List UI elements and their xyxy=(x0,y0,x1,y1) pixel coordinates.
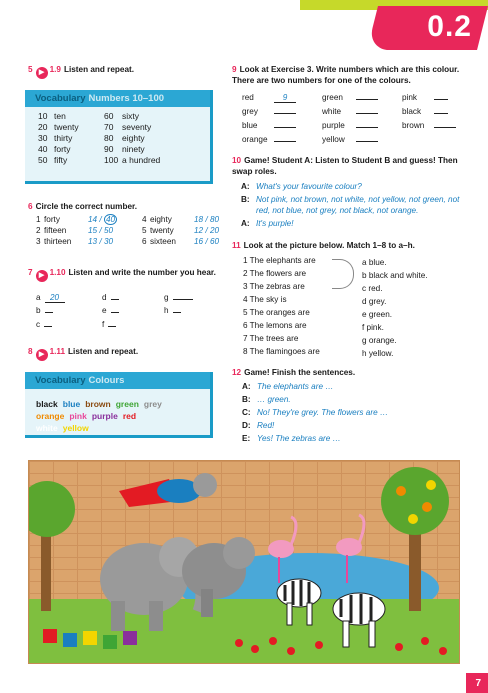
colour-name: yellow xyxy=(322,135,345,144)
exercise-5-heading xyxy=(28,64,134,79)
exercise-7-item xyxy=(36,306,53,315)
sentence-start: 5 The oranges are xyxy=(243,308,310,317)
vocab-number: 20 xyxy=(38,122,48,132)
vocab-word: ninety xyxy=(122,144,145,154)
exercise-10-dialogue xyxy=(241,181,467,231)
vocab-item xyxy=(38,111,104,121)
vocab-word: fifty xyxy=(54,155,68,165)
speaker: A: xyxy=(242,382,251,391)
tree-right xyxy=(381,467,449,611)
vocabulary-header: Vocabulary Colours xyxy=(25,372,210,389)
audio-icon[interactable]: ▶ xyxy=(36,67,48,79)
exercise-11-heading: 11 Look at the picture below. Match 1–8 to a–h. xyxy=(232,241,415,250)
item-word: forty xyxy=(44,215,60,224)
item-number: 4 xyxy=(142,215,147,224)
colour-word: yellow xyxy=(62,423,89,433)
vocab-word: sixty xyxy=(122,111,139,121)
exercise-9-item xyxy=(402,107,448,116)
answer-blank[interactable] xyxy=(274,141,296,142)
option-separator: / xyxy=(203,226,210,235)
option-separator: / xyxy=(97,215,104,224)
exercise-9-item xyxy=(242,135,296,144)
vocab-word: a hundred xyxy=(122,155,161,165)
answer-blank[interactable] xyxy=(356,113,378,114)
item-letter: e xyxy=(102,306,107,315)
number-options xyxy=(194,237,219,246)
page-number: 7 xyxy=(475,678,481,689)
colour-word: purple xyxy=(91,411,118,421)
colour-name: red xyxy=(242,93,254,102)
exercise-11-sentences xyxy=(243,254,343,358)
option-separator: / xyxy=(203,237,210,246)
vocab-word: seventy xyxy=(122,122,152,132)
speaker: C: xyxy=(242,408,251,417)
dialogue-line xyxy=(242,433,468,444)
colour-name: white xyxy=(322,107,342,116)
numbers-list xyxy=(25,107,210,165)
exercise-6-item xyxy=(142,237,232,246)
exercise-9-item xyxy=(242,121,296,130)
zebra xyxy=(277,579,321,625)
exercise-9-item xyxy=(242,107,296,116)
vocab-word: forty xyxy=(54,144,71,154)
dialogue-line xyxy=(242,394,468,405)
vocabulary-numbers-box xyxy=(25,90,213,184)
answer-blank[interactable] xyxy=(173,312,181,313)
zebra xyxy=(333,593,385,647)
answer-blank[interactable] xyxy=(108,326,116,327)
item-word: sixteen xyxy=(150,237,176,246)
item-letter: g xyxy=(164,293,169,302)
colour-name: grey xyxy=(242,107,258,116)
exercise-9-heading: 9 Look at Exercise 3. Write numbers which are this colour. There are two numbers for one of the colours. xyxy=(232,65,460,85)
colour-word: red xyxy=(122,411,137,421)
instruction: Listen and repeat. xyxy=(63,65,135,74)
colour-word: pink xyxy=(69,411,87,421)
answer-blank[interactable] xyxy=(356,99,378,100)
exercise-6-item xyxy=(142,215,232,224)
colour-name: purple xyxy=(322,121,345,130)
exercise-7-item xyxy=(164,293,193,302)
item-letter: f xyxy=(102,320,105,329)
option[interactable]: 15 xyxy=(88,226,98,235)
vocab-item xyxy=(38,155,104,165)
audio-icon[interactable]: ▶ xyxy=(36,270,48,282)
colour-word: white xyxy=(36,423,58,433)
item-letter: c xyxy=(36,320,41,329)
vocab-item xyxy=(104,133,204,143)
option[interactable]: 18 xyxy=(194,215,204,224)
colours-list xyxy=(25,389,210,434)
exercise-6-heading: 6 Circle the correct number. xyxy=(28,202,138,211)
audio-icon[interactable]: ▶ xyxy=(36,349,48,361)
unit-number: 0.2 xyxy=(427,10,472,43)
vocab-item xyxy=(104,144,204,154)
exercise-6-item xyxy=(142,226,232,235)
vocab-item xyxy=(38,122,104,132)
sentence-end[interactable]: f pink. xyxy=(362,323,384,332)
vocab-item xyxy=(104,111,204,121)
exercise-6-item xyxy=(36,237,142,246)
exercise-8-heading: 8 ▶ 1.11 Listen and repeat. xyxy=(28,346,138,361)
item-number: 1 xyxy=(36,215,41,224)
vocab-word: ten xyxy=(54,111,66,121)
answer-blank[interactable] xyxy=(434,113,448,114)
vocab-item xyxy=(38,133,104,143)
scene-drawing xyxy=(29,461,460,664)
exercise-12-heading: 12 Game! Finish the sentences. xyxy=(232,368,356,377)
item-word: twenty xyxy=(150,226,174,235)
line-text: The elephants are … xyxy=(257,382,334,391)
exercise-6-item xyxy=(36,226,142,235)
sentence-end[interactable]: c red. xyxy=(362,284,383,293)
speaker: B: xyxy=(241,195,250,204)
exercise-7-item xyxy=(36,293,65,303)
vocab-number: 90 xyxy=(104,144,114,154)
elephant xyxy=(100,537,200,631)
number-options xyxy=(88,215,117,224)
tree-left xyxy=(29,481,75,611)
option[interactable]: 12 xyxy=(194,226,204,235)
dialogue-line xyxy=(241,218,467,229)
vocab-number: 50 xyxy=(38,155,48,165)
item-letter: b xyxy=(36,306,41,315)
colour-name: pink xyxy=(402,93,418,102)
answer-blank[interactable] xyxy=(274,127,296,128)
exercise-7-item xyxy=(164,306,181,315)
option-separator: / xyxy=(97,226,104,235)
line-text: … green. xyxy=(257,395,291,404)
exercise-7-item xyxy=(102,306,119,315)
vocab-number: 70 xyxy=(104,122,114,132)
vocab-word: eighty xyxy=(122,133,145,143)
speaker: D: xyxy=(242,421,251,430)
speaker: A: xyxy=(241,219,250,228)
sentence-start: 3 The zebras are xyxy=(243,282,305,291)
exercise-10-heading: 10 Game! Student A: Listen to Student B and guess! Then swap roles. xyxy=(232,156,458,176)
sentence-start: 4 The sky is xyxy=(243,295,287,304)
option[interactable]: 14 xyxy=(88,215,98,224)
colour-word: orange xyxy=(36,411,65,421)
flamingo xyxy=(268,517,296,583)
dialogue-line xyxy=(241,181,467,192)
answer-blank[interactable]: 20 xyxy=(45,293,65,303)
exercise-number: 5 xyxy=(28,65,33,74)
item-number: 5 xyxy=(142,226,147,235)
vocab-number: 60 xyxy=(104,111,114,121)
colour-name: green xyxy=(322,93,343,102)
exercise-9-item xyxy=(322,135,378,144)
dialogue-line xyxy=(242,420,468,431)
item-letter: a xyxy=(36,293,41,302)
colour-name: orange xyxy=(242,135,268,144)
answer-blank[interactable]: 9 xyxy=(274,93,296,103)
line-text: Red! xyxy=(257,421,275,430)
sentence-start: 8 The flamingoes are xyxy=(243,347,320,356)
exercise-6-item xyxy=(36,215,142,224)
colour-word: brown xyxy=(85,399,111,409)
line-text: No! They're grey. The flowers are … xyxy=(257,408,389,417)
exercise-7-item xyxy=(36,320,52,329)
speaker: A: xyxy=(241,182,250,191)
answer-blank[interactable] xyxy=(111,312,119,313)
exercise-11-answers xyxy=(362,256,452,360)
option-separator: / xyxy=(203,215,210,224)
answer-blank[interactable] xyxy=(434,99,448,100)
sentence-start: 6 The lemons are xyxy=(243,321,307,330)
superhero-dog xyxy=(119,473,217,507)
number-options xyxy=(194,215,219,224)
vocab-item xyxy=(38,144,104,154)
sentence-end[interactable]: h yellow. xyxy=(362,349,394,358)
item-word: thirteen xyxy=(44,237,72,246)
flamingo xyxy=(336,515,364,583)
answer-blank[interactable] xyxy=(173,299,193,300)
exercise-6-items xyxy=(36,215,226,246)
track-number: 1.9 xyxy=(49,65,61,74)
vocab-number: 10 xyxy=(38,111,48,121)
exercise-7-heading: 7 ▶ 1.10 Listen and write the number you hear. xyxy=(28,267,218,282)
dialogue-line xyxy=(242,407,468,418)
sentence-start: 1 The elephants are xyxy=(243,256,316,265)
number-options xyxy=(88,237,113,246)
vocab-number: 30 xyxy=(38,133,48,143)
number-options xyxy=(194,226,219,235)
line-text: What's your favourite colour? xyxy=(256,182,362,191)
vocab-item xyxy=(104,122,204,132)
colour-name: brown xyxy=(402,121,425,130)
vocabulary-colours-box xyxy=(25,372,213,438)
dialogue-line xyxy=(241,194,467,216)
answer-blank[interactable] xyxy=(44,326,52,327)
option[interactable]: 30 xyxy=(103,237,114,246)
sentence-start: 2 The flowers are xyxy=(243,269,307,278)
line-text: Not pink, not brown, not white, not yellow, not green, not red, not blue, not grey, not black, not orange. xyxy=(256,195,460,215)
flowers xyxy=(235,637,447,655)
option[interactable]: 16 xyxy=(194,237,204,246)
option[interactable]: 20 xyxy=(209,226,220,235)
paint-pots xyxy=(43,629,137,649)
item-letter: d xyxy=(102,293,107,302)
sentence-end[interactable]: g orange. xyxy=(362,336,397,345)
option[interactable]: 60 xyxy=(209,237,220,246)
exercise-7-items xyxy=(36,293,216,333)
exercise-9-item xyxy=(402,93,448,102)
answer-blank[interactable] xyxy=(434,127,456,128)
item-word: eighty xyxy=(150,215,172,224)
answer-blank[interactable] xyxy=(111,299,119,300)
speaker: E: xyxy=(242,434,251,443)
vocab-word: thirty xyxy=(54,133,73,143)
exercise-9-item xyxy=(322,121,378,130)
match-line xyxy=(332,259,354,289)
item-number: 2 xyxy=(36,226,41,235)
item-number: 6 xyxy=(142,237,147,246)
sentence-end[interactable]: b black and white. xyxy=(362,271,428,280)
vocabulary-header: Vocabulary Numbers 10–100 xyxy=(25,90,210,107)
exercise-9-item xyxy=(402,121,456,130)
colour-word: blue xyxy=(62,399,81,409)
colour-word: grey xyxy=(143,399,162,409)
item-number: 3 xyxy=(36,237,41,246)
exercise-7-item xyxy=(102,320,116,329)
option[interactable]: 40 xyxy=(105,215,116,224)
item-word: fifteen xyxy=(44,226,67,235)
colour-name: blue xyxy=(242,121,258,130)
line-text: It's purple! xyxy=(256,219,294,228)
colour-word: black xyxy=(36,399,58,409)
vocab-item xyxy=(104,155,204,165)
vocab-word: twenty xyxy=(54,122,79,132)
option[interactable]: 13 xyxy=(88,237,98,246)
vocab-number: 40 xyxy=(38,144,48,154)
vocab-number: 100 xyxy=(104,155,119,165)
sentence-end[interactable]: d grey. xyxy=(362,297,387,306)
dialogue-line xyxy=(242,381,468,392)
vocab-number: 80 xyxy=(104,133,114,143)
exercise-7-item xyxy=(102,293,119,302)
sentence-end[interactable]: a blue. xyxy=(362,258,387,267)
number-options xyxy=(88,226,113,235)
zoo-illustration xyxy=(28,460,460,664)
speaker: B: xyxy=(242,395,251,404)
exercise-9-item xyxy=(322,93,378,102)
exercise-9-item xyxy=(242,93,296,103)
option[interactable]: 50 xyxy=(103,226,114,235)
option[interactable]: 80 xyxy=(209,215,220,224)
answer-blank[interactable] xyxy=(356,141,378,142)
colour-word: green xyxy=(115,399,139,409)
sentence-end[interactable]: e green. xyxy=(362,310,393,319)
item-letter: h xyxy=(164,306,169,315)
sentence-start: 7 The trees are xyxy=(243,334,299,343)
answer-blank[interactable] xyxy=(356,127,378,128)
colour-name: black xyxy=(402,107,422,116)
answer-blank[interactable] xyxy=(274,113,296,114)
option-separator: / xyxy=(97,237,104,246)
exercise-12-dialogue xyxy=(242,381,468,446)
line-text: Yes! The zebras are … xyxy=(257,434,341,443)
exercise-9-item xyxy=(322,107,378,116)
answer-blank[interactable] xyxy=(45,312,53,313)
